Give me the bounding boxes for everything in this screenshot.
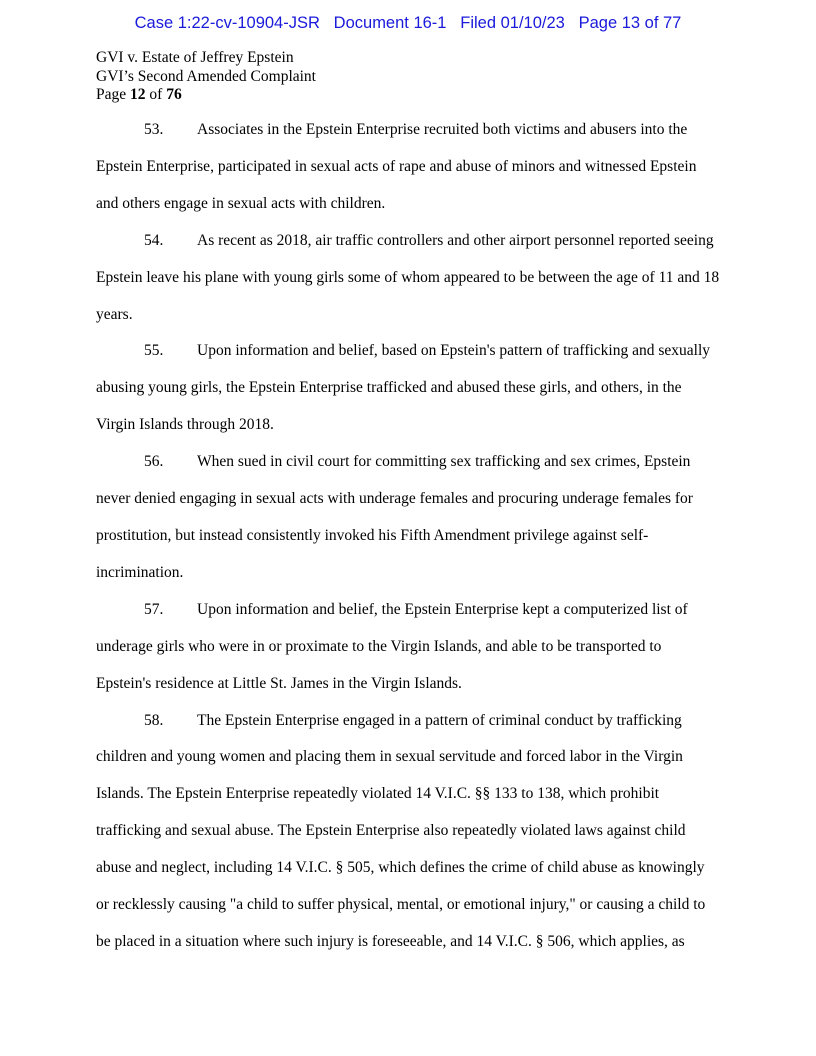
stamp-page-number: Page 13 of 77 [578,14,682,32]
caption-case-title: GVI v. Estate of Jeffrey Epstein [96,49,294,66]
document-caption [96,49,316,105]
caption-document-title: GVI’s Second Amended Complaint [96,67,316,85]
paragraph-55 [96,333,720,444]
paragraph-number: 55. [144,342,164,360]
stamp-filed-date: Filed 01/10/23 [460,14,565,32]
paragraph-number: 53. [144,121,164,138]
paragraph-number: 57. [144,600,164,618]
court-filing-stamp [0,14,816,33]
stamp-case-number: Case 1:22-cv-10904-JSR [134,14,320,32]
paragraph-number: 54. [144,231,164,249]
complaint-body [96,112,720,961]
paragraph-text: Upon information and belief, the Epstein Enterprise kept a computerized list of underage girls who were in or proximate to the Virgin Islands, and able to be transported to Epstein's residence at Little St. James in the Virgin Islands. [96,600,688,692]
paragraph-number: 56. [144,453,164,471]
paragraph-text: When sued in civil court for committing sex trafficking and sex crimes, Epstein never denied engaging in sexual acts with underage females and procuring underage females for prostitution, but instead consistently invoked his Fifth Amendment privilege against self-incrimination. [96,453,693,581]
paragraph-number: 58. [144,711,164,729]
caption-page-indicator: Page 12 of 76 [96,86,182,103]
paragraph-54 [96,223,720,334]
paragraph-56 [96,444,720,592]
paragraph-text: Associates in the Epstein Enterprise recruited both victims and abusers into the Epstein Enterprise, participated in sexual acts of rape and abuse of minors and witnessed Epstein and others engage in sexual acts with children. [96,121,697,212]
paragraph-text: As recent as 2018, air traffic controllers and other airport personnel reported seeing Epstein leave his plane with young girls some of whom appeared to be between the age of 11 and 18 years. [96,231,720,323]
paragraph-58 [96,703,720,961]
stamp-document-number: Document 16-1 [333,14,447,32]
paragraph-53 [96,112,720,223]
paragraph-text: Upon information and belief, based on Epstein's pattern of trafficking and sexually abusing young girls, the Epstein Enterprise trafficked and abused these girls, and others, in the Virgin Islands through 2018. [96,342,711,434]
paragraph-57 [96,592,720,703]
paragraph-text: The Epstein Enterprise engaged in a pattern of criminal conduct by trafficking children and young women and placing them in sexual servitude and forced labor in the Virgin Islands. The Epstein Enterprise repeatedly violated 14 V.I.C. §§ 133 to 138, which prohibit trafficking and sexual abuse. The Epstein Enterprise also repeatedly violated laws against child abuse and neglect, including 14 V.I.C. § 505, which defines the crime of child abuse as knowingly or recklessly causing "a child to suffer physical, mental, or emotional injury," or causing a child to be placed in a situation where such injury is foreseeable, and 14 V.I.C. § 506, which applies, as [96,711,706,950]
